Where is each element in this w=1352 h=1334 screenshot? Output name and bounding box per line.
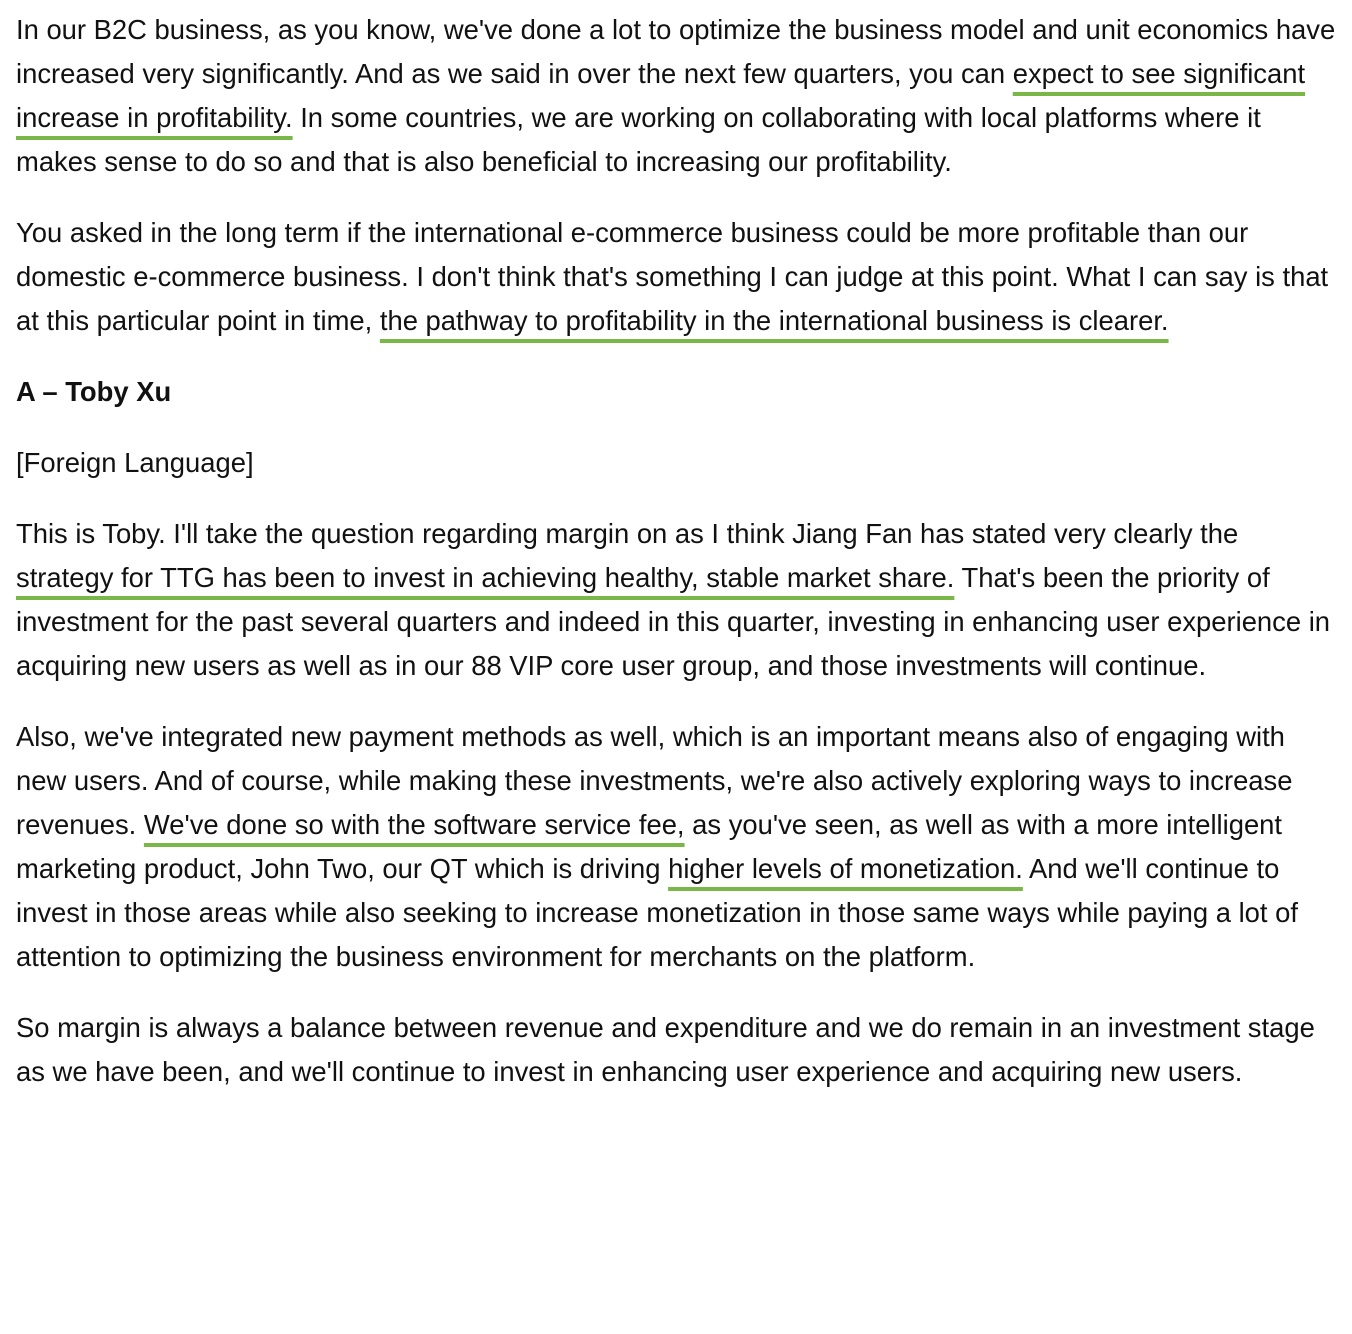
- highlighted-phrase: the pathway to profitability in the international business is clearer.: [379, 305, 1169, 336]
- paragraph-text: This is Toby. I'll take the question regarding margin on as I think Jiang Fan has stated very clearly the: [16, 518, 1239, 549]
- paragraph-text: And we'll continue to invest in those areas while also seeking to increase monetization in those same ways while paying a lot of attention to optimizing the business environment for merchants on the platform.: [16, 853, 1298, 972]
- highlighted-phrase: strategy for TTG has been to invest in achieving healthy, stable market share.: [16, 562, 955, 593]
- speaker-heading: A – Toby Xu: [16, 376, 172, 407]
- paragraph-text: So margin is always a balance between revenue and expenditure and we do remain in an investment stage as we have been, and we'll continue to invest in enhancing user experience and acquiring new users.: [16, 1012, 1315, 1087]
- paragraph-international-profitability: [16, 211, 1340, 343]
- paragraph-b2c-business: [16, 8, 1340, 184]
- paragraph-payment-methods: [16, 715, 1340, 979]
- paragraph-text: as you've seen, as well as with a more intelligent marketing product, John Two, our QT which is driving: [16, 809, 1283, 884]
- paragraph-margin-balance: [16, 1006, 1340, 1094]
- highlighted-phrase: expect to see significant increase in profitability.: [16, 58, 1306, 133]
- paragraph-text: Also, we've integrated new payment methods as well, which is an important means also of engaging with new users. And of course, while making these investments, we're also actively exploring ways to increase revenues.: [16, 721, 1293, 840]
- paragraph-text: [Foreign Language]: [16, 447, 254, 478]
- highlighted-phrase: higher levels of monetization.: [668, 853, 1023, 884]
- paragraph-margin-strategy: [16, 512, 1340, 688]
- paragraph-foreign-language: [16, 441, 1340, 485]
- highlighted-phrase: We've done so with the software service fee,: [143, 809, 685, 840]
- paragraph-text: You asked in the long term if the international e-commerce business could be more profitable than our domestic e-commerce business. I don't think that's something I can judge at this point. What I can say is that at this particular point in time,: [16, 217, 1329, 336]
- paragraph-text: In our B2C business, as you know, we've done a lot to optimize the business model and unit economics have increased very significantly. And as we said in over the next few quarters, you can: [16, 14, 1336, 89]
- paragraph-text: That's been the priority of investment for the past several quarters and indeed in this quarter, investing in enhancing user experience in acquiring new users as well as in our 88 VIP core user group, and those investments will continue.: [16, 562, 1331, 681]
- paragraph-text: In some countries, we are working on collaborating with local platforms where it makes sense to do so and that is also beneficial to increasing our profitability.: [16, 102, 1261, 177]
